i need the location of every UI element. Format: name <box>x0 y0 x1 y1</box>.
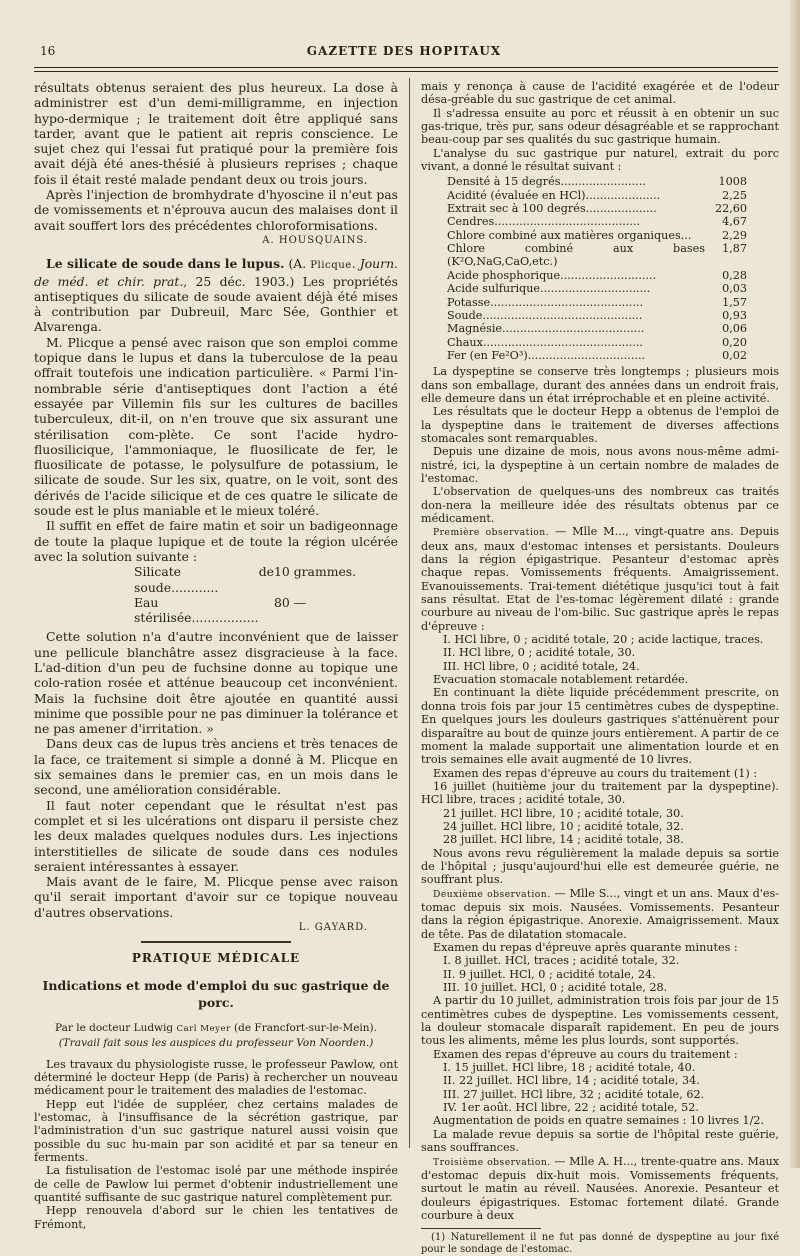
paragraph: La fistulisation de l'estomac isolé par une méthode inspirée de celle de Pawlow lui permet d'obtenir industriellement une quantité suffisante de suc gastrique naturel complètement pur. <box>34 1164 398 1205</box>
list-item: I. 8 juillet. HCl, traces ; acidité totale, 32. <box>443 954 680 968</box>
paragraph: Examen des repas d'épreuve au cours du traitement (1) : <box>433 766 758 780</box>
paragraph: M. Plicque a pensé avec raison que son emploi comme topique dans le lupus et dans la tuberculose de la peau offrait toutefois une indication particulière. « Parmi l'in-nombrable série d'antiseptiques dont l'action a été essayée par Villemin fils sur les cultures de bacilles tuberculeux, dit-il, on n'en trouve que six assurant une stérilisation com-plète. Ce sont l'acide hydro-fluosilicique, l'ammoniaque, le fluosilicate de fer, le fluosilicate de potasse, le polysulfure de potassium, le silicate de soude. Sur les six, quatre, on le voit, sont des dérivés de l'acide silicique et de ces quatre le silicate de soude est le plus maniable et le mieux toléré. <box>34 334 398 519</box>
analysis-row: Acide sulfurique............................... 0,03 <box>447 282 747 296</box>
paragraph: Examen du repas d'épreuve après quarante minutes : <box>433 941 738 954</box>
analysis-row: Chaux............................................. 0,20 <box>447 335 747 349</box>
journal-title: GAZETTE DES HOPITAUX <box>306 44 502 58</box>
analysis-row: Chlore combiné aux bases (K²O,NaG,CaO,etc.) 1,87 <box>447 242 747 269</box>
analysis-row: Acidité (évaluée en HCl)..................... 2,25 <box>447 188 747 202</box>
author-name: Carl Meyer <box>176 1023 231 1034</box>
byline: Par le docteur Ludwig Carl Meyer (de Francfort-sur-le-Mein). <box>55 1021 377 1034</box>
footnote: (1) Naturellement il ne fut pas donné de dyspeptine au jour fixé pour le sondage de l'estomac. <box>421 1232 779 1256</box>
affiliation: (Travail fait sous les auspices du professeur Von Noorden.) <box>58 1036 374 1049</box>
page-header <box>34 44 774 64</box>
analysis-table <box>447 175 747 362</box>
analysis-row: Potasse........................................... 1,57 <box>447 295 747 309</box>
page-edge <box>790 0 800 1168</box>
article-heading: Le silicate de soude dans le lupus. <box>46 256 285 272</box>
analysis-row: Soude............................................. 0,93 <box>447 308 747 322</box>
analysis-row: Chlore combiné aux matières organiques... 2,29 <box>447 228 747 242</box>
right-column <box>421 80 779 1256</box>
column-divider <box>409 78 410 1148</box>
paragraph: La dyspeptine se conserve très longtemps ; plusieurs mois dans son emballage, durant des années dans un endroit frais, elle demeure dans un état irréprochable et en pleine activité. <box>421 365 779 405</box>
footnote-separator <box>421 1228 541 1229</box>
paragraph: Dans deux cas de lupus très anciens et très tenaces de la face, ce traitement si simple a donné à M. Plicque en six semaines dans le premier cas, en un mois dans le second, une amélioration considérable. <box>34 736 398 798</box>
list-item: III. 27 juillet. HCl libre, 32 ; acidité totale, 62. <box>443 1087 705 1101</box>
paragraph: La malade revue depuis sa sortie de l'hôpital reste guérie, sans souffrances. <box>421 1127 779 1155</box>
paragraph: Les travaux du physiologiste russe, le professeur Pawlow, ont déterminé le docteur Hepp (de Paris) à rechercher un nouveau médicament pour le traitement des maladies de l'estomac. <box>34 1057 398 1098</box>
paragraph: Evacuation stomacale notablement retardée. <box>433 673 689 687</box>
paragraph: L'analyse du suc gastrique pur naturel, extrait du porc vivant, a donné le résultat suivant : <box>421 146 779 174</box>
author-name: Plicque <box>310 260 352 272</box>
section-title: PRATIQUE MÉDICALE <box>131 951 301 966</box>
analysis-row: Extrait sec à 100 degrés.................... 22,60 <box>447 202 747 216</box>
observation-list <box>443 954 779 994</box>
paragraph: Depuis une dizaine de mois, nous avons nous-même admi-nistré, ici, la dyspeptine à un certain nombre de malades de l'estomac. <box>421 445 779 485</box>
list-item: 21 juillet. HCl libre, 10 ; acidité totale, 30. <box>443 806 684 820</box>
list-item: II. HCl libre, 0 ; acidité totale, 30. <box>443 646 636 660</box>
paragraph: Après l'injection de bromhydrate d'hyoscine il n'eut pas de vomissements et n'éprouva aucun des malaises dont il avait souffert lors des précédentes chloroformisations. <box>34 187 398 233</box>
recipe-row: Eau stérilisée................. 80 — <box>134 594 307 626</box>
paragraph: mais y renonça à cause de l'acidité exagérée et de l'odeur désa-gréable du suc gastrique de cet animal. <box>421 80 779 107</box>
observation-list <box>443 807 779 847</box>
paragraph: Hepp renouvela d'abord sur le chien les tentatives de Frémont, <box>34 1204 398 1231</box>
paragraph: Les résultats que le docteur Hepp a obtenus de l'emploi de la dyspeptine dans le traitement de diverses affections stomacales sont remarquables. <box>421 405 779 445</box>
list-item: I. 15 juillet. HCl libre, 18 ; acidité totale, 40. <box>443 1061 696 1075</box>
list-item: I. HCl libre, 0 ; acidité totale, 20 ; acide lactique, traces. <box>443 633 764 647</box>
list-item: 28 juillet. HCl libre, 14 ; acidité totale, 38. <box>443 833 684 847</box>
observation-list <box>443 1061 779 1114</box>
observation-1: Première observation. — Mlle M..., vingt-quatre ans. Depuis deux ans, maux d'estomac intenses et persistants. Douleurs dans la région épigastrique. Pesanteur d'estomac après chaque repas. Vomissements fréquents. Amaigrissement. Evanouissements. Trai-tement diététique jusqu'ici tout à fait sans résultat. Etat de l'es-tomac légèrement dilaté : grande courbure au niveau de l'om-bilic. Suc gastrique après le repas d'épreuve : <box>421 525 779 633</box>
list-item: 24 juillet. HCl libre, 10 ; acidité totale, 32. <box>443 819 684 833</box>
analysis-row: Acide phosphorique........................... 0,28 <box>447 268 747 282</box>
paragraph: L'observation de quelques-uns des nombreux cas traités don-nera la meilleure idée des résultats obtenus par ce médicament. <box>421 485 779 525</box>
signature: L. GAYARD. <box>298 922 368 934</box>
paragraph: résultats obtenus seraient des plus heureux. La dose à administrer est d'un demi-milligramme, en injection hypo-dermique ; le traitement doit être appliqué sans tarder, avant que le patient ait repris conscience. Le sujet chez qui l'essai fut pratiqué pour la première fois avait déjà été anes-thésié à plusieurs reprises ; chaque fois il était resté malade pendant deux ou trois jours. <box>34 80 398 187</box>
observation-2: Deuxième observation. — Mlle S..., vingt et un ans. Maux d'es-tomac depuis six mois. Nausées. Vomissements. Pesanteur dans la région épigastrique. Anorexie. Amaigrissement. Maux de tête. Pas de dilatation stomacale. <box>421 886 779 941</box>
signature: A. HOUSQUAINS. <box>262 234 368 246</box>
page-number: 16 <box>40 44 56 58</box>
paragraph: Il suffit en effet de faire matin et soir un badigeonnage de toute la plaque lupique et de toute la région ulcérée avec la solution suivante : <box>34 518 398 564</box>
list-item: IV. 1er août. HCl libre, 22 ; acidité totale, 52. <box>443 1101 699 1115</box>
paragraph: Examen des repas d'épreuve au cours du traitement : <box>433 1047 738 1061</box>
recipe-row: Silicate de soude............ 10 grammes. <box>134 564 357 595</box>
paragraph: 16 juillet (huitième jour du traitement par la dyspeptine). HCl libre, traces ; acidité totale, 30. <box>421 779 779 807</box>
paragraph: Mais avant de le faire, M. Plicque pense avec raison qu'il serait important d'avoir sur ce topique nouveau d'autres observations. <box>34 874 398 920</box>
list-item: II. 9 juillet. HCl, 0 ; acidité totale, 24. <box>443 967 656 981</box>
observation-label: Troisième observation. <box>433 1156 551 1168</box>
analysis-row: Cendres......................................... 4,67 <box>447 215 747 229</box>
header-rule <box>34 67 778 68</box>
paragraph-silicate: Le silicate de soude dans le lupus. (A. Plicque. Journ. de méd. et chir. prat., 25 déc. 1903.) Les propriétés antiseptiques du silicate de soude avaient déjà été mises à contribution par Dubreuil, Marc Sée, Gonthier et Alvarenga. <box>34 256 398 335</box>
paragraph: Il s'adressa ensuite au porc et réussit à en obtenir un suc gas-trique, très pur, sans odeur désagréable et se rapprochant beau-coup par ses qualités du suc gastrique humain. <box>421 106 779 147</box>
observation-label: Deuxième observation. <box>433 888 551 900</box>
paragraph: Il faut noter cependant que le résultat n'est pas complet et si les ulcérations ont disparu il persiste chez les deux malades quelques nodules durs. Les injections interstitielles de silicate de soude dans ces nodules seraient intéressantes à essayer. <box>34 797 398 874</box>
analysis-row: Densité à 15 degrés........................ 1008 <box>447 175 747 189</box>
observation-list <box>443 633 779 673</box>
observation-label: Première observation. <box>433 527 550 539</box>
list-item: III. HCl libre, 0 ; acidité totale, 24. <box>443 659 640 673</box>
paragraph: Augmentation de poids en quatre semaines : 10 livres 1/2. <box>433 1114 765 1128</box>
left-column <box>34 80 398 1231</box>
paragraph: Nous avons revu régulièrement la malade depuis sa sortie de l'hôpital ; jusqu'aujourd'hui elle est demeurée guérie, ne souffrant plus. <box>421 846 779 887</box>
header-rule-double <box>34 71 778 72</box>
analysis-row: Fer (en Fe²O³)................................. 0,02 <box>447 348 747 362</box>
article-title: Indications et mode d'emploi du suc gastrique de porc. <box>42 977 390 1010</box>
journal-reference: Journ. de méd. et chir. prat. <box>34 256 398 289</box>
paragraph: A partir du 10 juillet, administration trois fois par jour de 15 centimètres cubes de dyspeptine. Les vomissements cessent, la douleur stomacale disparaît rapidement. En peu de jours tous les aliments, même les plus lourds, sont supportés. <box>421 994 779 1048</box>
analysis-row: Magnésie........................................ 0,06 <box>447 322 747 336</box>
observation-3: Troisième observation. — Mlle A. H..., trente-quatre ans. Maux d'estomac depuis dix-huit mois. Vomissements fréquents, surtout le matin au réveil. Nausées. Anorexie. Pesanteur et douleurs épigastriques. Estomac fortement dilaté. Grande courbure à deux <box>421 1154 780 1222</box>
recipe <box>134 564 398 625</box>
paragraph: Hepp eut l'idée de suppléer, chez certains malades de l'estomac, à l'insuffisance de la sécrétion gastrique, par l'administration d'un suc gastrique naturel aussi voisin que possible du suc hu-main par son acidité et par sa teneur en ferments. <box>34 1097 398 1165</box>
list-item: III. 10 juillet. HCl, 0 ; acidité totale, 28. <box>443 981 668 995</box>
list-item: II. 22 juillet. HCl libre, 14 ; acidité totale, 34. <box>443 1074 700 1088</box>
paragraph: Cette solution n'a d'autre inconvénient que de laisser une pellicule blanchâtre assez disgracieuse à la face. L'ad-dition d'un peu de fuchsine donne au topique une colo-ration rosée et atténue beaucoup cet inconvénient. Mais la fuchsine doit être ajoutée en quantité aussi minime que possible pour ne pas diminuer la tolérance et ne pas amener d'irritation. » <box>34 629 398 737</box>
paragraph: En continuant la diète liquide précédemment prescrite, on donna trois fois par jour 15 centimètres cubes de dyspeptine. En quelques jours les douleurs gastriques s'atténuèrent pour disparaître au bout de quinze jours entièrement. A partir de ce moment la malade supportait une alimentation lourde et en trois semaines elle avait augmenté de 10 livres. <box>421 686 779 767</box>
section-separator <box>141 941 291 943</box>
